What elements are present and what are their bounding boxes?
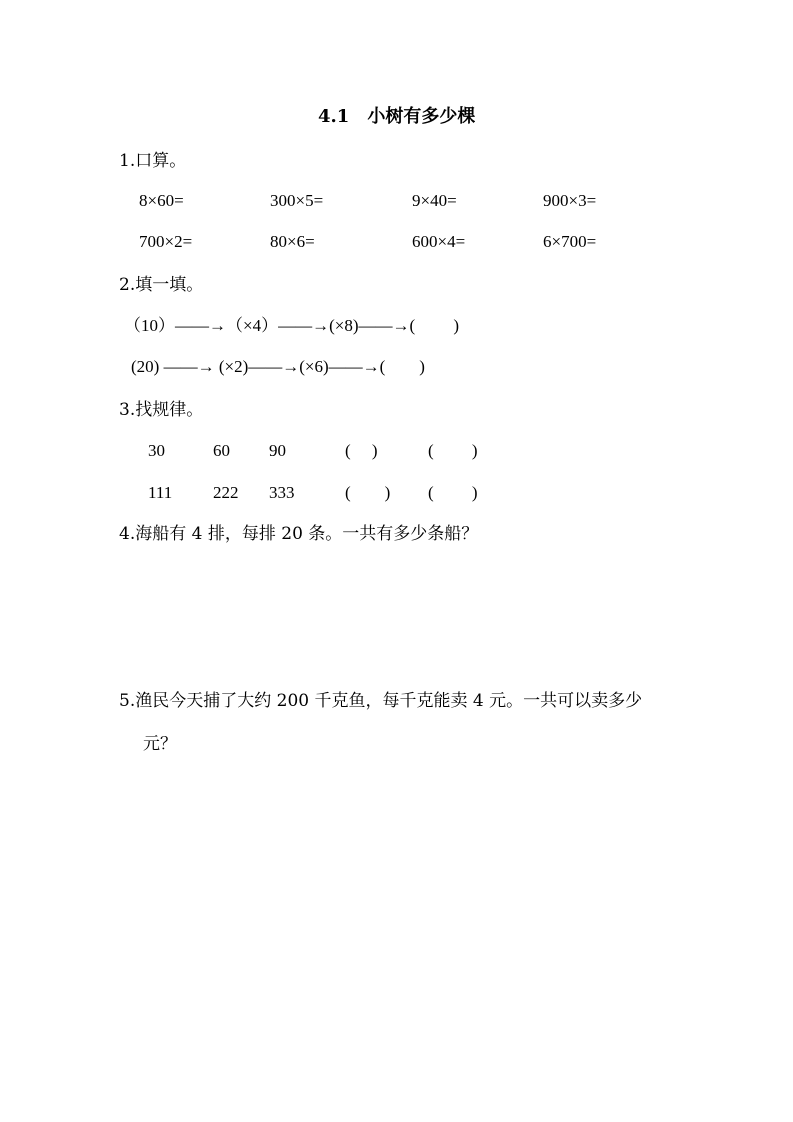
q3-sequence-item: 333 [269,483,295,502]
q3-blank: ( ) [345,441,378,460]
q3-sequence-item: 222 [213,483,239,502]
q2-chain-line: （10）——→（×4）——→(×8)——→( ) [124,316,460,335]
q1-expression: 600×4= [412,232,466,251]
q3-blank: ( ) [428,483,478,502]
q2-chain-line: (20) ——→ (×2)——→(×6)——→( ) [131,357,425,376]
q3-blank: ( ) [428,441,478,460]
question-4-text: 4.海船有 4 排，每排 20 条。一共有多少条船？ [119,524,479,544]
q3-sequence-item: 90 [269,441,286,460]
page-title: 4.1 小树有多少棵 [318,106,476,127]
question-5-text-line2: 元？ [143,734,177,754]
question-3-heading: 3.找规律。 [119,400,204,420]
question-5-text-line1: 5.渔民今天捕了大约 200 千克鱼，每千克能卖 4 元。一共可以卖多少 [119,691,643,711]
q1-expression: 300×5= [270,191,324,210]
q3-sequence-item: 60 [213,441,230,460]
q3-sequence-item: 111 [148,483,173,502]
q3-blank: ( ) [345,483,391,502]
question-1-heading: 1.口算。 [119,151,187,171]
q3-sequence-item: 30 [148,441,165,460]
q1-expression: 8×60= [139,191,184,210]
q1-expression: 900×3= [543,191,597,210]
question-2-heading: 2.填一填。 [119,275,204,295]
q1-expression: 6×700= [543,232,597,251]
q1-expression: 700×2= [139,232,193,251]
q1-expression: 80×6= [270,232,315,251]
q1-expression: 9×40= [412,191,457,210]
